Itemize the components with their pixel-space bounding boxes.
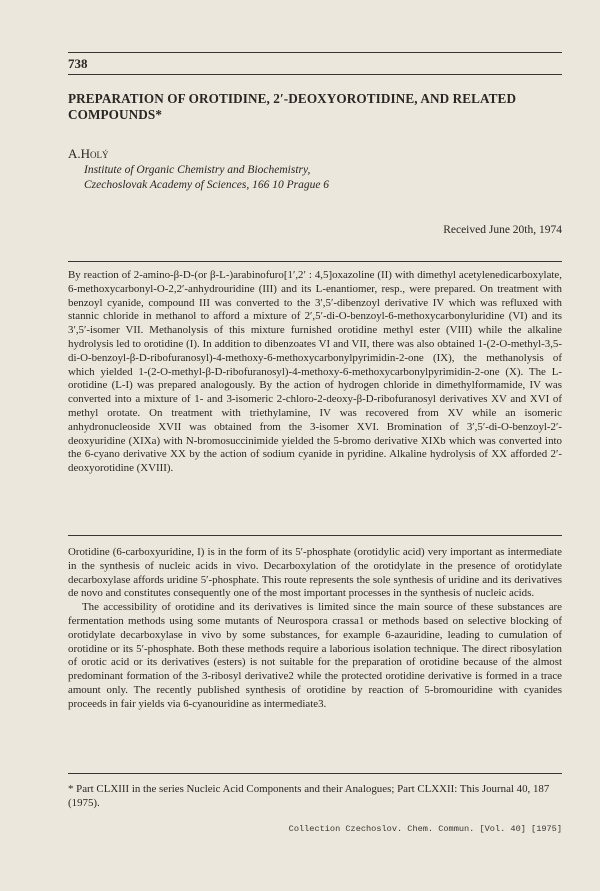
top-rule [68,52,562,53]
author-initial: A. [68,146,81,161]
footnote-rule [68,773,562,774]
body-paragraph-2: The accessibility of orotidine and its derivatives is limited since the main source of these substances are fermentation methods using some mutants of Neurospora crassa1 or methods based on selective blocking of orotidylate decarboxylase in vivo by some substances, for example 6-azauridine, leading to cumulation of orotidine or its 5′-phosphate. Both these methods require a laborious isolation technique. The direct ribosylation of orotic acid or its derivatives (esters) is not suitable for the preparation of orotidine because of the almost predominant formation of the 3-ribosyl derivative2 while the protected orotidine derivative is formed in a trace amount only. The recently published synthesis of orotidine by reaction of 5-bromouridine with cyanides proceeds in fair yields via 6-cyanouridine as intermediate3. [68,601,562,710]
abstract: By reaction of 2-amino-β-D-(or β-L-)arabinofuro[1′,2′ : 4,5]oxazoline (II) with dimethyl acetylenedicarboxylate, 6-methoxycarbonyl-O-2,2′-anhydrouridine (III) and its L-enantiomer, resp., were prepared. On treatment with benzoyl cyanide, compound III was converted to the 3′,5′-dibenzoyl derivative IV which was refluxed with stannic chloride in methanol to afford a mixture of 2′,5′-di-O-benzoyl-6-methoxycarbonyluridine (VI) and its 3′,5′-isomer VII. Methanolysis of this mixture furnished orotidine methyl ester (VIII) while the alkaline hydrolysis led to orotidine (I). In addition to dibenzoates VI and VII, there was also obtained 1-(2-O-methyl-3,5-di-O-benzoyl-β-D-ribofuranosyl)-4-methoxy-6-methoxycarbonylpyrimidin-2-one (IX), the methanolysis of which yielded 1-(2-O-methyl-β-D-ribofuranosyl)-4-methoxy-6-methoxycarbonylpyrimidin-2-one (X). The L-orotidine (L-I) was prepared analogously. By the action of hydrogen chloride in dimethylformamide, IV was converted into a mixture of 1- and 3-isomeric 2-chloro-2-deoxy-β-D-ribofuranosyl derivatives XV and XVI of methyl orotate. On treatment with triethylamine, IV was recovered from XV while an isomeric anhydronucleoside XVII was obtained from the 3-isomer XVI. Bromination of 3′,5′-di-O-benzoyl-2′-deoxyuridine (XIXa) with N-bromosuccinimide yielded the 5-bromo derivative XIXb which was converted into the 6-cyano derivative XX by the action of sodium cyanide in pyridine. Alkaline hydrolysis of XX afforded 2′-deoxyorotidine (XVIII). [68,269,562,475]
abstract-top-rule [68,261,562,262]
page-number: 738 [68,56,88,71]
journal-footer: Collection Czechoslov. Chem. Commun. [Vol. 40] [1975] [288,824,562,834]
article-body [68,546,562,712]
author-name [68,146,109,162]
affiliation-line-1: Institute of Organic Chemistry and Biochemistry, [84,164,311,176]
received-date: Received June 20th, 1974 [443,224,562,236]
body-paragraph-1: Orotidine (6-carboxyuridine, I) is in the form of its 5′-phosphate (orotidylic acid) very important as intermediate in the synthesis of nucleic acids in vivo. Decarboxylation of the orotidylate in the presence of orotidylate decarboxylase affords uridine 5′-phosphate. This route represents the sole synthesis of uridine and its derivatives de novo and constitutes consequently one of the most important processes in the synthesis of nucleic acids. [68,546,562,600]
affiliation-line-2: Czechoslovak Academy of Sciences, 166 10 Prague 6 [84,179,330,191]
header-rule [68,74,562,75]
article-title: PREPARATION OF OROTIDINE, 2′-DEOXYOROTIDINE, AND RELATED COMPOUNDS* [68,91,517,122]
affiliation [84,163,329,193]
author-surname: Holý [80,146,109,161]
footnote: * Part CLXIII in the series Nucleic Acid Components and their Analogues; Part CLXXII: This Journal 40, 187 (1975). [68,783,550,809]
abstract-bottom-rule [68,535,562,536]
